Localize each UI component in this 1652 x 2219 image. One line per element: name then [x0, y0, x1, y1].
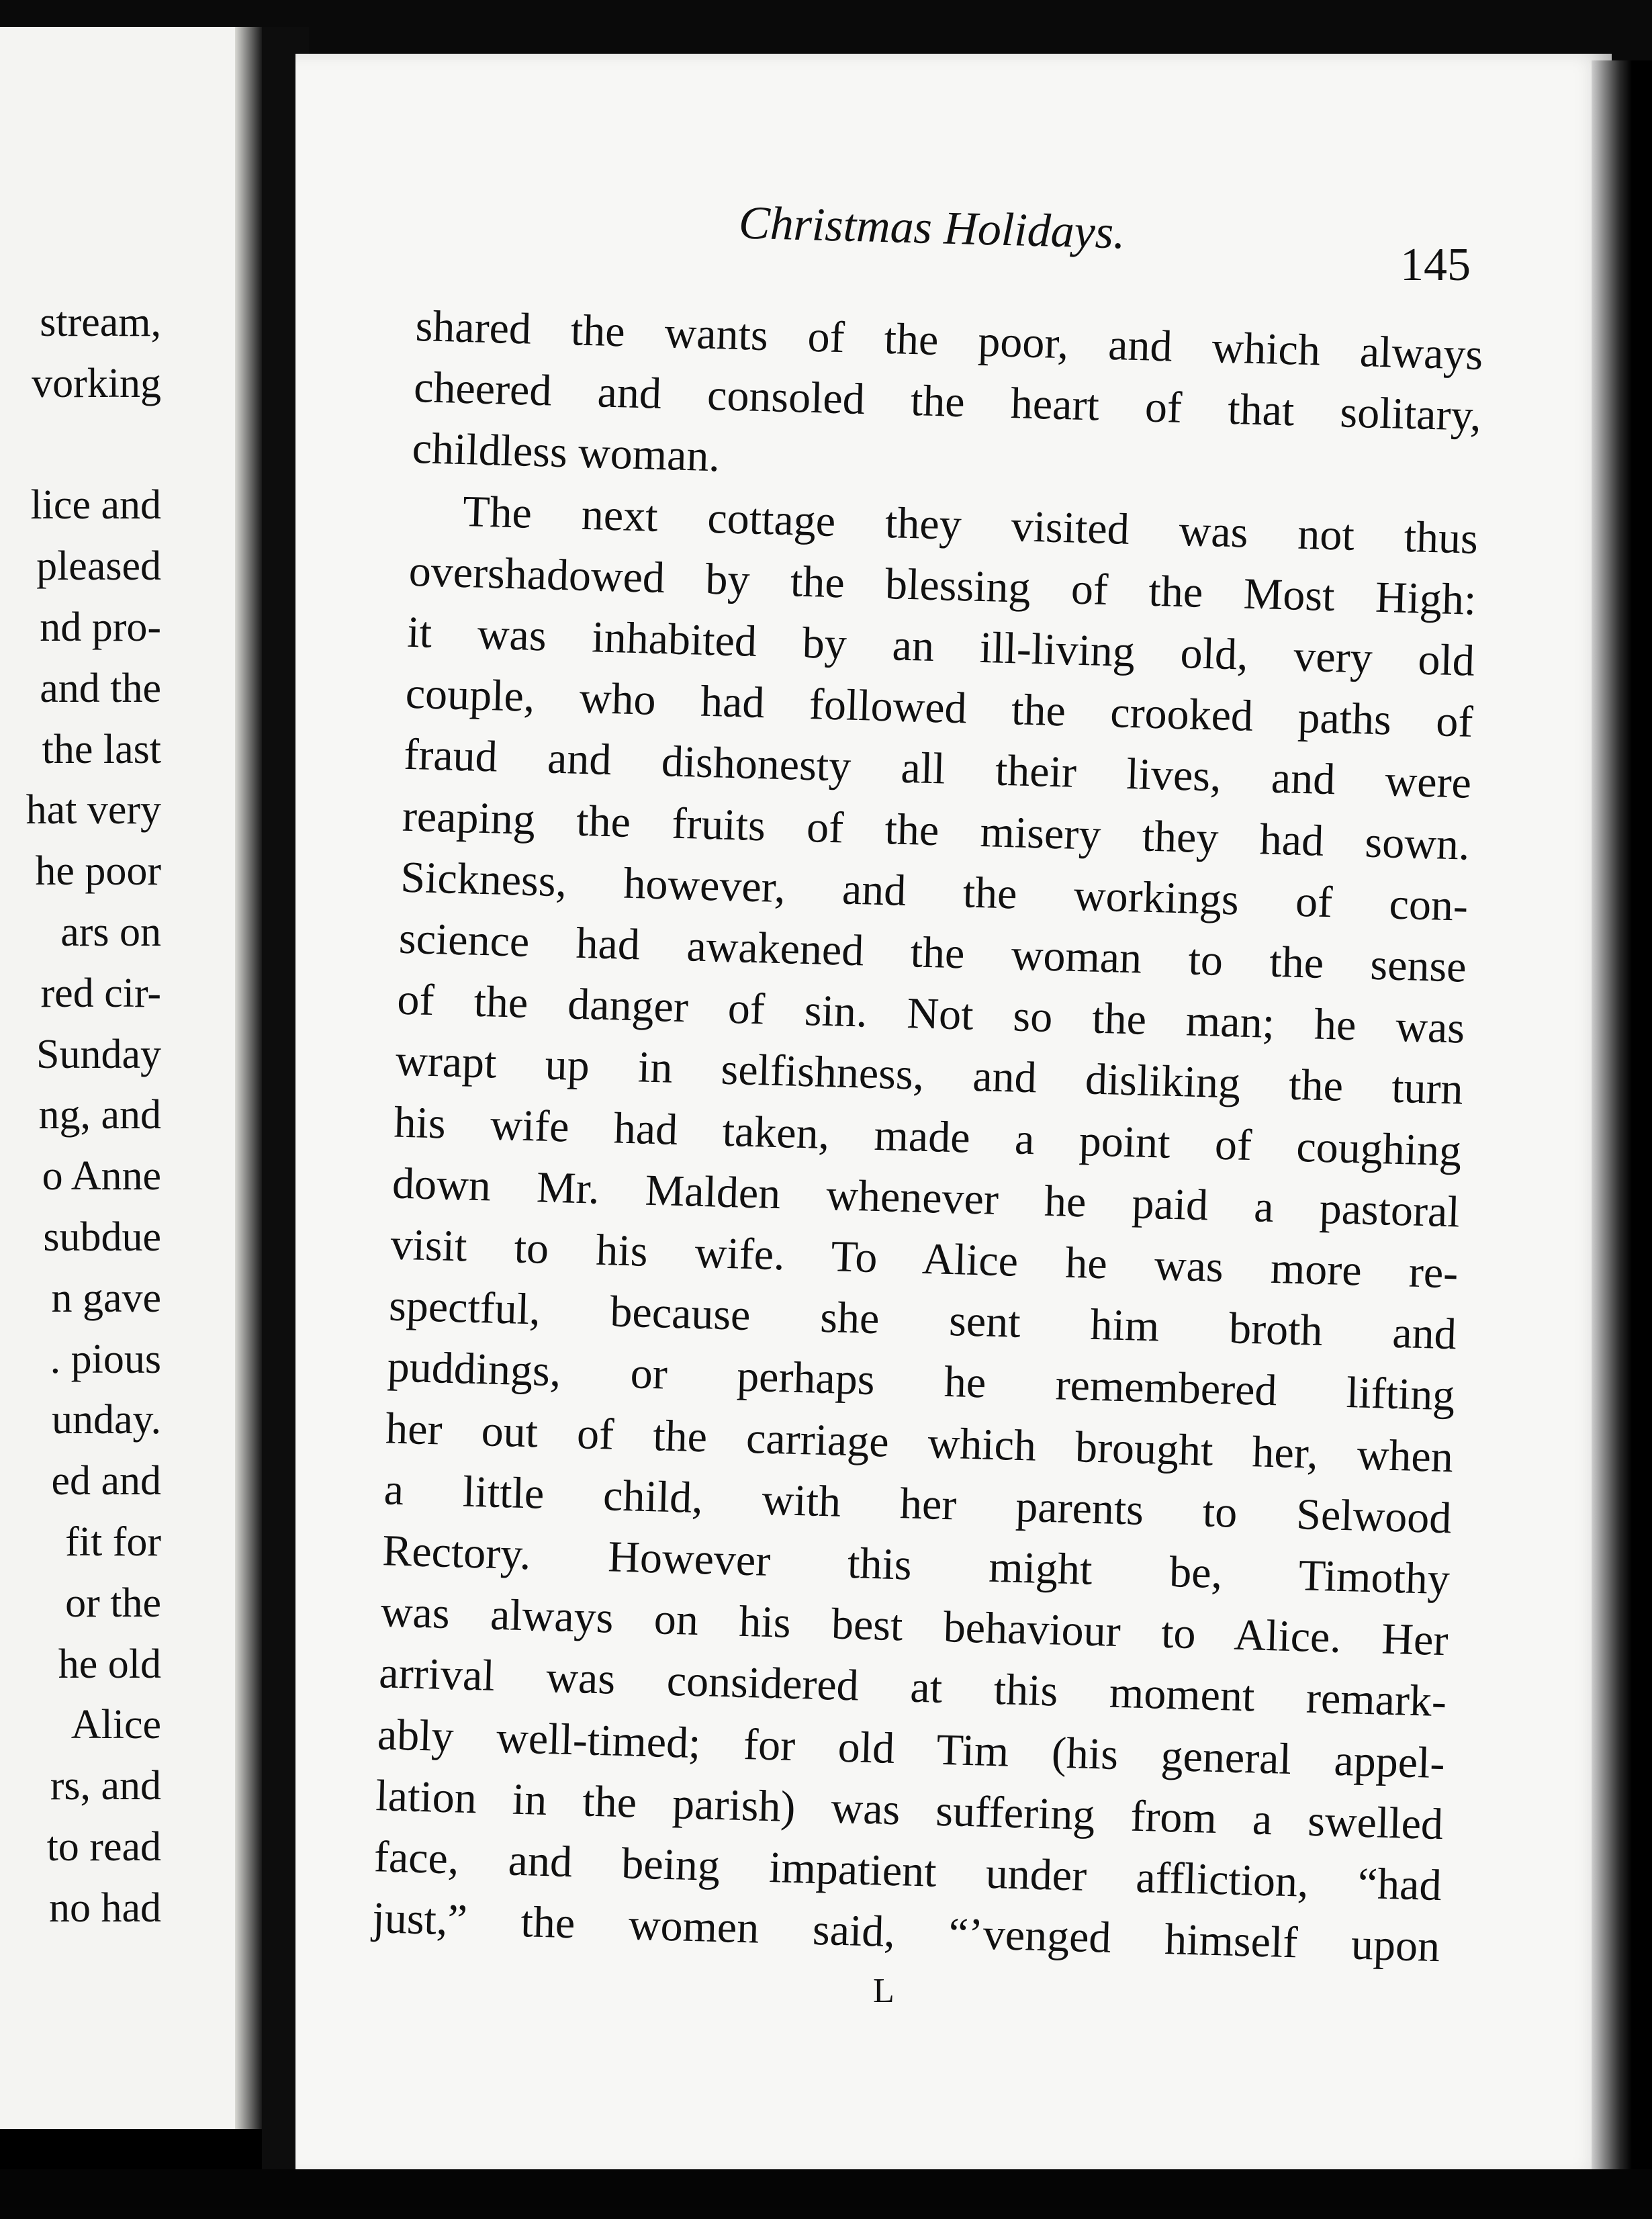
text-line: couple, who had followed the crooked paths of	[404, 669, 1474, 747]
left-line: nd pro-	[40, 604, 161, 650]
text-line: Sickness, however, and the workings of con-	[400, 852, 1469, 931]
page-number: 145	[1400, 239, 1471, 291]
text-line: reaping the fruits of the misery they had sown.	[402, 791, 1471, 870]
text-line: Rectory. However this might be, Timothy	[381, 1526, 1451, 1604]
text-line: shared the wants of the poor, and which always	[414, 301, 1484, 379]
left-line	[26, 414, 161, 476]
text-line: a little child, with her parents to Selwood	[383, 1465, 1453, 1543]
text-line: arrival was considered at this moment remark-	[378, 1648, 1447, 1727]
left-line: no had	[48, 1885, 161, 1931]
text-line: cheered and consoled the heart of that solitary,	[413, 363, 1482, 441]
text-line: lation in the parish) was suffering from a swelled	[375, 1771, 1444, 1850]
left-line: lice and	[30, 482, 161, 529]
text-line: face, and being impatient under affliction, “had	[373, 1832, 1442, 1911]
left-line: to read	[46, 1823, 161, 1870]
text-line: her out of the carriage which brought her, when	[385, 1404, 1454, 1482]
text-line: his wife had taken, made a point of coughing	[393, 1097, 1463, 1176]
scan-bottom-border	[0, 2169, 1652, 2219]
text-line: fraud and dishonesty all their lives, and were	[403, 730, 1472, 809]
text-line: down Mr. Malden whenever he paid a pastoral	[392, 1159, 1461, 1237]
text-line: puddings, or perhaps he remembered lifting	[386, 1342, 1456, 1420]
left-line: o Anne	[42, 1153, 161, 1199]
text-line: overshadowed by the blessing of the Most High:	[408, 546, 1477, 625]
left-line: he old	[58, 1641, 161, 1687]
left-line: and the	[40, 665, 161, 711]
text-line: of the danger of sin. Not so the man; he was	[396, 975, 1466, 1053]
left-line: ars on	[60, 909, 161, 955]
left-line: ed and	[51, 1458, 161, 1504]
text-line: visit to his wife. To Alice he was more re-	[389, 1220, 1459, 1298]
body-text	[371, 296, 1483, 1978]
left-line: vorking	[32, 360, 161, 406]
left-line: fit for	[65, 1519, 161, 1565]
left-line: pleased	[36, 543, 161, 590]
left-line: red cir-	[40, 970, 161, 1016]
left-line: Sunday	[36, 1031, 161, 1077]
text-line: ably well-timed; for old Tim (his general appel-	[377, 1709, 1446, 1788]
left-line: hat very	[26, 787, 161, 833]
text-line: was always on his best behaviour to Alice. Her	[379, 1587, 1449, 1666]
left-line: . pious	[50, 1336, 161, 1382]
left-line: n gave	[51, 1275, 161, 1321]
text-line: spectful, because she sent him broth and	[388, 1281, 1457, 1359]
left-line: or the	[65, 1580, 161, 1626]
text-line: childless woman.	[411, 424, 721, 482]
text-line: science had awakened the woman to the sense	[398, 913, 1467, 992]
left-line: stream,	[40, 300, 161, 345]
left-line: he poor	[35, 848, 161, 895]
left-line: ng, and	[38, 1092, 161, 1138]
text-line: The next cottage they visited was not thus	[462, 486, 1479, 563]
left-line: unday.	[52, 1397, 161, 1443]
text-line: wrapt up in selfishness, and disliking the turn	[395, 1036, 1464, 1115]
left-line: rs, and	[50, 1763, 161, 1809]
text-line: just,” the women said, “’venged himself upon	[371, 1893, 1441, 1972]
left-line: the last	[42, 726, 161, 772]
left-line: subdue	[43, 1214, 161, 1260]
left-page-text	[26, 292, 161, 1939]
left-line: Alice	[71, 1702, 161, 1748]
text-line: it was inhabited by an ill-living old, very old	[406, 607, 1475, 686]
left-page	[0, 27, 262, 2129]
running-head: Christmas Holidays.	[738, 197, 1126, 259]
signature-mark: L	[873, 1972, 894, 2010]
right-page-edge	[1592, 60, 1632, 2176]
left-page-gutter-shadow	[235, 27, 262, 2129]
